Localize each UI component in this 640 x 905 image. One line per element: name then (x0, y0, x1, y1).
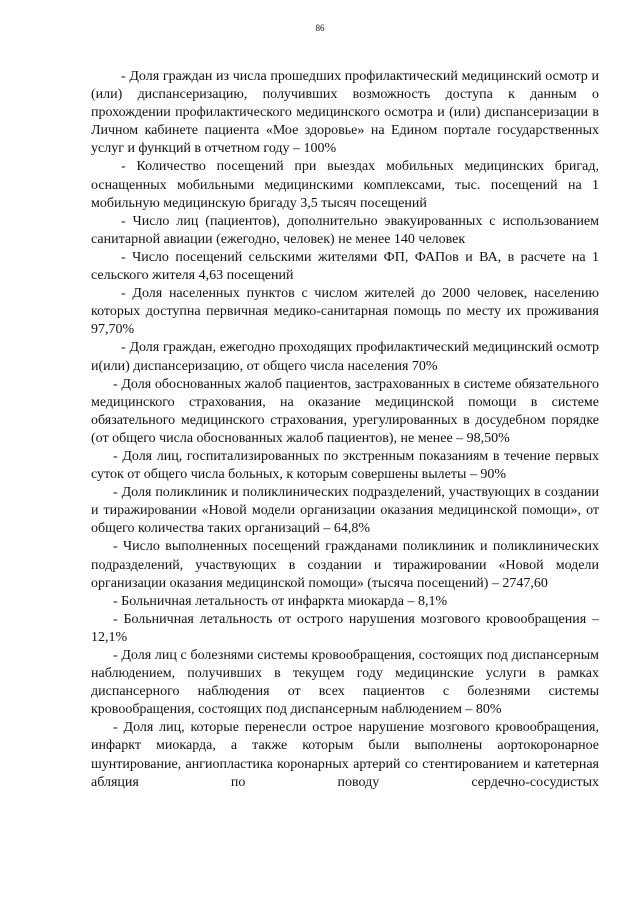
list-item (91, 376, 599, 448)
item-text: Больничная летальность от инфаркта миокарда – 8,1% (121, 593, 448, 609)
item-text: Доля населенных пунктов с числом жителей до 2000 человек, населению которых доступна первичная медико-санитарная помощь по месту их проживания 97,70% (91, 286, 599, 338)
list-item (91, 448, 599, 484)
item-marker: - (113, 539, 124, 555)
item-text: Число посещений сельскими жителями ФП, ФАПов и ВА, в расчете на 1 сельского жителя 4,63 посещений (91, 249, 599, 284)
list-item (91, 719, 599, 791)
document-body (91, 68, 599, 792)
item-marker: - (113, 485, 122, 501)
list-item (91, 68, 599, 158)
list-item (91, 647, 599, 719)
item-marker: - (113, 376, 122, 392)
item-marker: - (121, 286, 133, 302)
list-item (91, 285, 599, 339)
item-marker: - (113, 593, 122, 609)
item-text: Число выполненных посещений гражданами поликлиник и поликлинических подразделений, участвующих в создании и тиражировании «Новой модели организации оказания медицинской помощи» (тысяча посещений) – 2747,60 (91, 539, 599, 591)
item-text: Доля поликлиник и поликлинических подразделений, участвующих в создании и тиражировании «Новой модели организации оказания медицинской помощи», от общего количества таких организаций – 64,8% (91, 485, 599, 537)
list-item (91, 249, 599, 285)
item-marker: - (121, 213, 133, 229)
item-marker: - (113, 448, 123, 464)
list-item (91, 484, 599, 538)
item-text: Число лиц (пациентов), дополнительно эвакуированных с использованием санитарной авиации (ежегодно, человек) не менее 140 человек (91, 213, 599, 247)
list-item (91, 593, 599, 611)
list-item (91, 611, 599, 647)
item-text: Больничная летальность от острого нарушения мозгового кровообращения – 12,1% (91, 611, 599, 645)
item-marker: - (121, 249, 133, 265)
item-text: Доля обоснованных жалоб пациентов, застрахованных в системе обязательного медицинского страхования, на оказание медицинской помощи в системе обязательного медицинского страхования, урегулированных в досудебном порядке (от общего числа обоснованных жалоб пациентов), не менее – 98,50% (91, 376, 599, 446)
page-number: 86 (315, 23, 325, 33)
list-item (91, 213, 599, 249)
item-marker: - (121, 159, 137, 175)
item-text: Доля лиц с болезнями системы кровообращения, состоящих под диспансерным наблюдением, получивших в текущем году медицинские услуги в рамках диспансерного наблюдения от всех пациентов с болезнями системы кровообращения, состоящих под диспансерным наблюдением – 80% (91, 648, 599, 718)
item-text: Доля лиц, которые перенесли острое нарушение мозгового кровообращения, инфаркт миокарда, а также которым были выполнены аортокоронарное шунтирование, ангиопластика коронарных артерий со стентированием и катетерная абляция по поводу сердечно-сосудистых (91, 720, 599, 790)
item-marker: - (121, 69, 130, 84)
list-item (91, 158, 599, 212)
item-text: Количество посещений при выездах мобильных медицинских бригад, оснащенных мобильными медицинскими комплексами, тыс. посещений на 1 мобильную медицинскую бригаду 3,5 тысяч посещений (91, 159, 599, 211)
list-item (91, 339, 599, 375)
item-text: Доля граждан, ежегодно проходящих профилактический медицинский осмотр и(или) диспансеризацию, от общего числа населения 70% (91, 340, 599, 374)
item-marker: - (113, 720, 124, 736)
item-text: Доля граждан из числа прошедших профилактический медицинский осмотр и (или) диспансеризацию, получивших возможность доступа к данным о прохождении профилактического медицинского осмотра и (или) диспансеризации в Личном кабинете пациента «Мое здоровье» на Едином портале государственных услуг и функций в отчетном году – 100% (91, 69, 599, 157)
item-text: Доля лиц, госпитализированных по экстренным показаниям в течение первых суток от общего числа больных, к которым совершены вылеты – 90% (91, 448, 599, 483)
list-item (91, 538, 599, 592)
item-marker: - (113, 611, 124, 627)
item-marker: - (121, 340, 130, 356)
item-marker: - (113, 648, 122, 663)
